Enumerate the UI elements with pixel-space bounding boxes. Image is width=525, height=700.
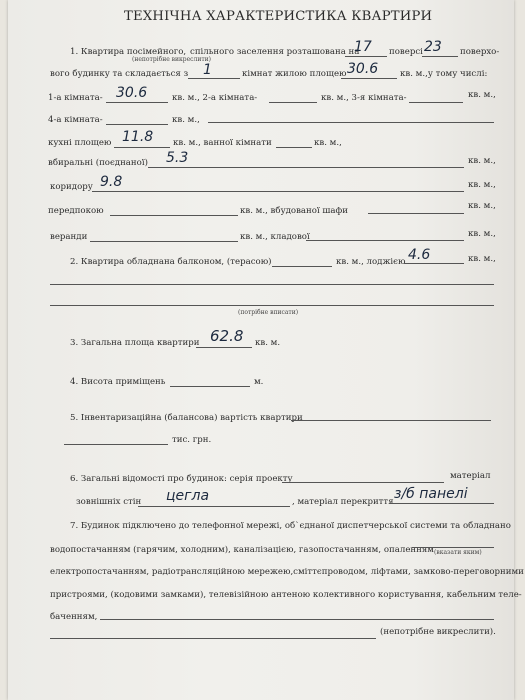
toilet-line [148,167,464,168]
value-line-1 [291,420,491,421]
s3-total-area-label: 3. Загальна площа квартири [70,338,200,348]
floor-line [345,56,387,57]
ceiling-label: , матеріал перекриття [292,497,394,507]
value-unit: тис. грн. [172,435,212,445]
rooms-line [188,78,240,79]
s7-line-5: баченням, [50,612,98,622]
balcony-line [272,266,332,267]
loggia-value: 4.6 [408,247,431,263]
floor-value: 17 [354,39,372,55]
value-line-2 [64,444,168,445]
bathroom-label: кв. м., ванної кімнати [173,138,272,148]
loggia-unit: кв. м., [468,254,496,264]
s7-end-note: (непотрібне викреслити). [380,627,496,637]
veranda-label: веранди [50,232,88,242]
tv-line-1 [100,619,494,620]
s1-rooms-intro: вого будинку та складається з [50,69,189,79]
pantry-unit: кв. м., [468,229,496,239]
s5-value-label: 5. Інвентаризаційна (балансова) вартість квартири [70,413,303,423]
s7-line-1: 7. Будинок підключено до телефонної мережі, об`єднаної диспетчерської системи та обладнано [70,521,511,531]
loggia-label: кв. м., лоджією [336,257,406,267]
room2-label: кв. м., 2-а кімната- [172,93,258,103]
s2-extra-line-1 [50,284,494,285]
walls-line [138,506,290,507]
corridor-unit: кв. м., [468,180,496,190]
room1-value: 30.6 [116,85,148,101]
toilet-label: вбиральні (поєднаної) [48,158,148,168]
walls-label: зовнішніх стін [76,497,142,507]
room4-line [106,124,168,125]
height-line [170,386,250,387]
room4-extra-line [208,122,494,123]
series-line [282,482,444,483]
wardrobe-label: кв. м., вбудованої шафи [240,206,348,216]
s6-series-label: 6. Загальні відомості про будинок: серія проекту [70,474,293,484]
kitchen-value: 11.8 [122,129,154,145]
storey-label: поверхо- [460,47,500,57]
living-area-label: кімнат жилою площею [242,69,347,79]
s1-note: (непотрібне викреслити) [132,56,211,63]
wardrobe-line [368,213,464,214]
rooms-value: 1 [203,62,212,78]
document-page [8,0,524,700]
s7-line-3: електропостачанням, радіотрансляційною мережею,сміттєпроводом, ліфтами, замково-переговорними [50,567,524,577]
bathroom-line [276,147,312,148]
room4-unit: кв. м., [172,115,200,125]
toilet-value: 5.3 [166,150,189,166]
corridor-value: 9.8 [100,174,123,190]
document-title: ТЕХНІЧНА ХАРАКТЕРИСТИКА КВАРТИРИ [124,9,433,24]
toilet-unit: кв. м., [468,156,496,166]
corridor-label: коридору [50,182,93,192]
wardrobe-unit: кв. м., [468,201,496,211]
room1-label: 1-а кімната- [48,93,103,103]
hallway-label: передпокою [48,206,104,216]
s7-line-4: пристроями, (кодовими замками), телевізійною антеною колективного користування, кабельним теле- [50,590,522,600]
ceiling-value: з/б панелі [394,486,468,502]
bathroom-unit: кв. м., [314,138,342,148]
s7-line-2: водопостачанням (гарячим, холодним), каналізацією, газопостачанням, опаленням [50,545,434,555]
corridor-line [92,191,464,192]
s7-note: (вказати яким) [434,549,482,556]
veranda-line [90,241,238,242]
s1-intro-a: 1. Квартира посімейного, [70,47,187,57]
room3-line [409,102,463,103]
living-area-line [341,78,397,79]
s2-note: (потрібне вписати) [238,309,299,316]
s2-balcony-label: 2. Квартира обладнана балконом, (терасою) [70,257,272,267]
s2-extra-line-2 [50,305,494,306]
room2-line [269,102,317,103]
room3-unit: кв. м., [468,90,496,100]
pantry-line [306,240,464,241]
height-unit: м. [254,377,264,387]
room4-label: 4-а кімната- [48,115,103,125]
kitchen-label: кухні площею [48,138,112,148]
living-area-unit: кв. м.,у тому числі: [400,69,488,79]
total-floors-value: 23 [424,39,442,55]
room1-line [106,102,168,103]
total-area-value: 62.8 [210,327,244,345]
living-area-value: 30.6 [347,61,379,77]
tv-line-2 [50,638,376,639]
floor-label: поверсі [389,47,423,57]
ceiling-line [390,503,494,504]
s6-material-label: матеріал [450,471,491,481]
s1-intro-b: спільного заселення розташована на [190,47,360,57]
total-floors-line [422,56,458,57]
room3-label: кв. м., 3-я кімната- [321,93,407,103]
loggia-line [404,263,464,264]
pantry-label: кв. м., кладової [240,232,310,242]
kitchen-line [114,147,170,148]
heating-line [412,547,494,548]
walls-value: цегла [166,488,210,504]
s4-height-label: 4. Висота приміщень [70,377,166,387]
total-area-unit: кв. м. [255,338,281,348]
hallway-line [110,215,238,216]
total-area-line [196,347,252,348]
